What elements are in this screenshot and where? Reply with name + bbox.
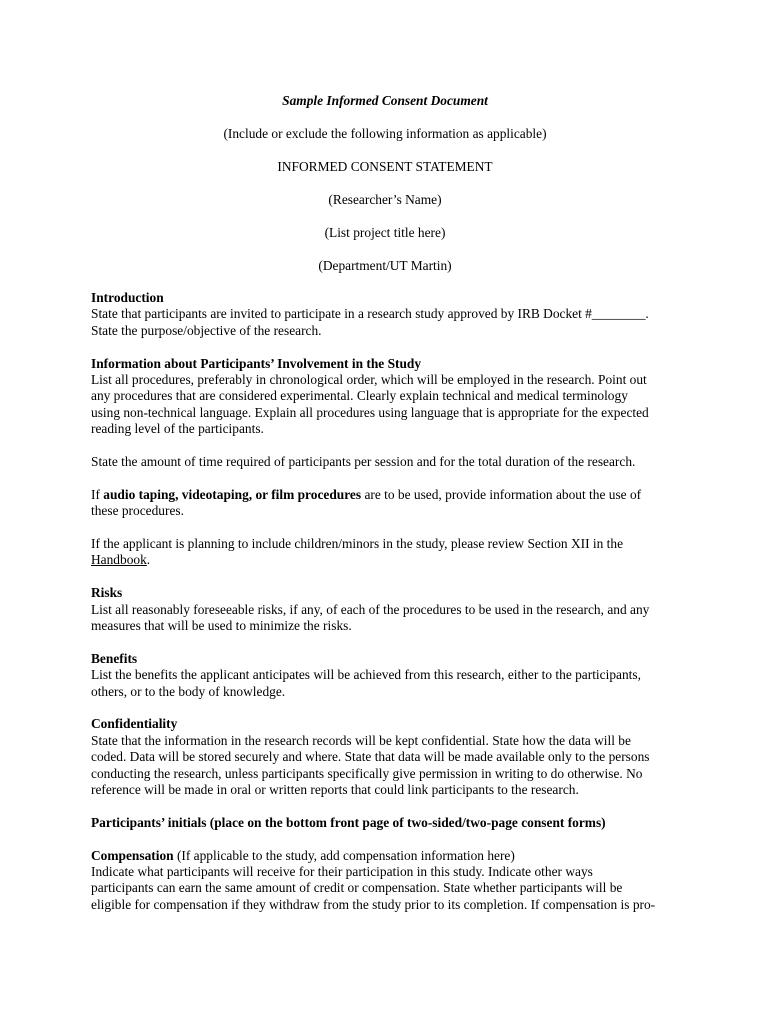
children-paragraph [91,536,691,569]
confidentiality-line: State that the information in the research records will be kept confidential. State how the data will be [91,732,631,748]
document-title: Sample Informed Consent Document [282,93,488,108]
document-subtitle: (Include or exclude the following information as applicable) [223,126,547,141]
benefits-line: List the benefits the applicant anticipates will be achieved from this research, either to the participants, [91,667,641,683]
confidentiality-line: reference will be made in oral or written reports that could link participants to the research. [91,782,579,798]
document-body [91,290,691,930]
department: (Department/UT Martin) [318,258,452,273]
children-line-2 [91,552,691,568]
time-line: State the amount of time required of participants per session and for the total duration of the research. [91,454,636,470]
benefits-section [91,651,691,700]
time-paragraph [91,454,691,470]
compensation-note: (If applicable to the study, add compensation information here) [173,847,515,863]
risks-line: measures that will be used to minimize the risks. [91,618,352,634]
risks-section [91,585,691,634]
risks-line: List all reasonably foreseeable risks, if any, of each of the procedures to be used in the research, and any [91,601,650,617]
introduction-line: State that participants are invited to participate in a research study approved by IRB Docket #________. [91,306,649,322]
compensation-line: participants can earn the same amount of credit or compensation. State whether participants will be [91,880,623,896]
project-title: (List project title here) [324,225,446,240]
involvement-section [91,356,691,438]
confidentiality-heading: Confidentiality [91,716,178,732]
audio-prefix: If [91,486,104,502]
researcher-name: (Researcher’s Name) [328,192,442,207]
risks-heading: Risks [91,585,123,601]
involvement-line: reading level of the participants. [91,421,264,437]
benefits-heading: Benefits [91,650,138,666]
compensation-heading-line [91,848,691,864]
compensation-line: Indicate what participants will receive for their participation in this study. Indicate other ways [91,864,593,880]
introduction-heading: Introduction [91,290,164,305]
compensation-heading: Compensation [91,847,174,863]
confidentiality-line: coded. Data will be stored securely and where. State that data will be made available only to the persons [91,749,650,765]
initials-heading: Participants’ initials (place on the bottom front page of two-sided/two-page consent forms) [91,814,606,830]
children-line: If the applicant is planning to include children/minors in the study, please review Section XII in the [91,536,624,552]
involvement-heading: Information about Participants’ Involvement in the Study [91,355,422,371]
audio-rest: are to be used, provide information about the use of [361,486,642,502]
children-suffix: . [146,552,151,568]
audio-bold-text: audio taping, videotaping, or film procedures [103,486,362,502]
confidentiality-line: conducting the research, unless participants specifically give permission in writing to do otherwise. No [91,765,643,781]
benefits-line: others, or to the body of knowledge. [91,683,286,699]
involvement-line: using non-technical language. Explain all procedures using language that is appropriate for the expected [91,404,649,420]
introduction-line: State the purpose/objective of the research. [91,322,322,338]
compensation-line: eligible for compensation if they withdraw from the study prior to its completion. If compensation is pro- [91,896,656,912]
introduction-section [91,290,691,339]
handbook-link[interactable]: Handbook [91,552,147,568]
audio-line-2: these procedures. [91,503,184,519]
involvement-line: List all procedures, preferably in chronological order, which will be employed in the research. Point out [91,372,647,388]
involvement-line: any procedures that are considered experimental. Clearly explain technical and medical terminology [91,388,628,404]
initials-section [91,815,691,831]
confidentiality-section [91,716,691,798]
consent-statement-heading: INFORMED CONSENT STATEMENT [277,159,493,174]
audio-line [91,487,691,503]
compensation-section [91,848,691,914]
audio-paragraph [91,487,691,520]
